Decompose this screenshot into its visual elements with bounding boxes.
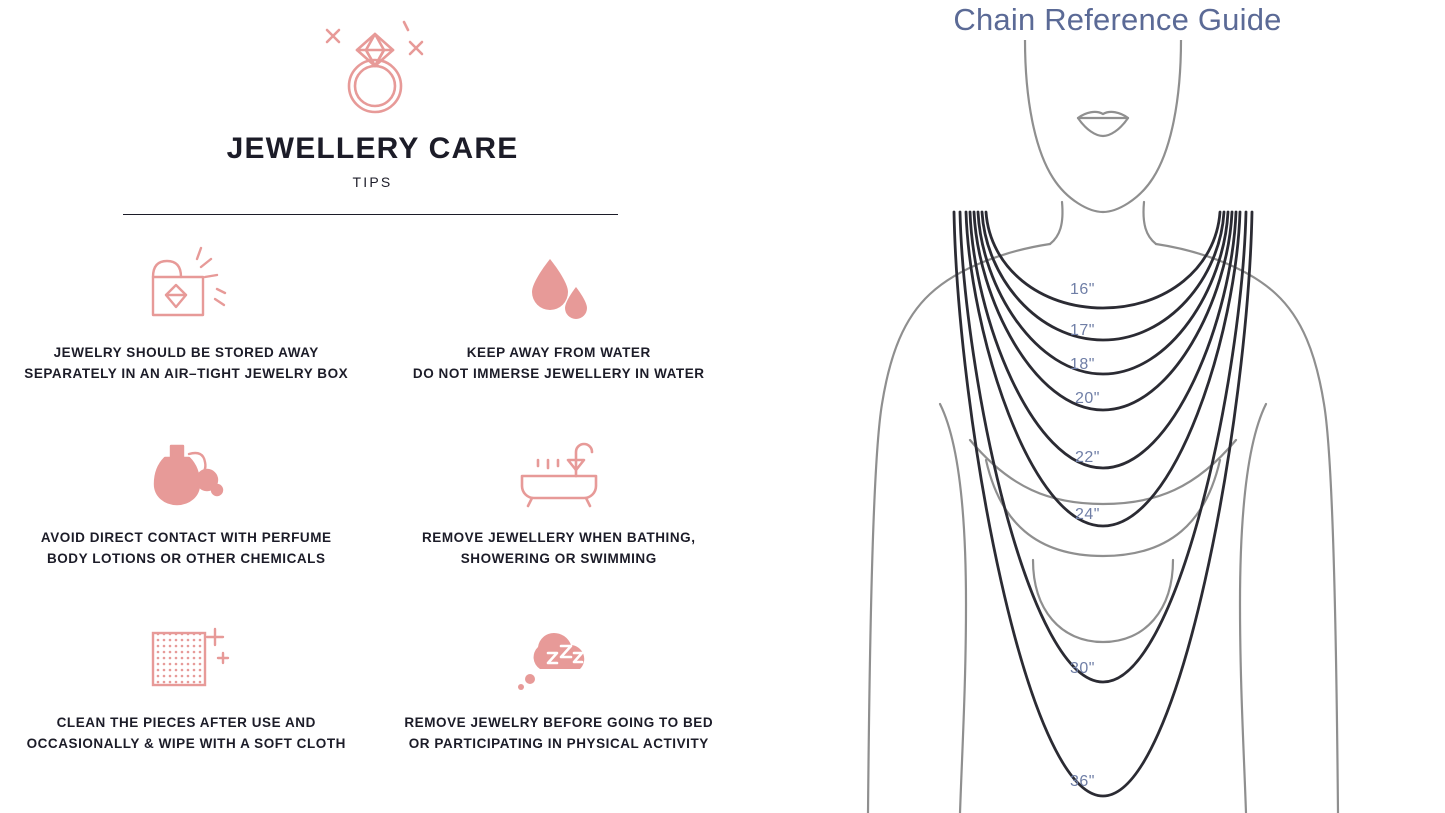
chain-length-label: 30" [1070, 660, 1095, 677]
tip-line-1: JEWELRY SHOULD BE STORED AWAY [53, 345, 319, 360]
tip-item [373, 612, 746, 797]
chain-length-label: 24" [1075, 506, 1100, 523]
bathtub-shower-icon [504, 427, 614, 519]
chain-length-label: 20" [1075, 390, 1100, 407]
chain-length-label: 18" [1070, 356, 1095, 373]
tip-line-1: AVOID DIRECT CONTACT WITH PERFUME [40, 530, 332, 545]
water-drops-icon [504, 242, 614, 334]
tip-text [41, 527, 332, 569]
diamond-ring-icon [305, 10, 445, 120]
chain-length-label: 22" [1075, 449, 1100, 466]
tip-item [0, 612, 373, 797]
tip-line-1: KEEP AWAY FROM WATER [466, 345, 651, 360]
sleep-zzz-icon [504, 612, 614, 704]
tip-line-2: OR PARTICIPATING IN PHYSICAL ACTIVITY [408, 736, 709, 751]
polishing-cloth-icon [131, 612, 241, 704]
female-bust-outline [790, 40, 1445, 813]
tip-item [373, 427, 746, 612]
page-title: JEWELLERY CARE [226, 132, 519, 165]
title-divider [123, 214, 618, 215]
tip-text [24, 342, 348, 384]
tip-text [27, 712, 346, 754]
tip-line-1: REMOVE JEWELRY BEFORE GOING TO BED [404, 715, 714, 730]
tips-grid [0, 242, 745, 797]
chain-length-label: 36" [1070, 773, 1095, 790]
page-subtitle: TIPS [352, 174, 393, 190]
tip-line-2: OCCASIONALLY & WIPE WITH A SOFT CLOTH [26, 736, 346, 751]
jewelry-box-icon [131, 242, 241, 334]
tip-line-2: BODY LOTIONS OR OTHER CHEMICALS [46, 551, 326, 566]
tip-item [0, 427, 373, 612]
chain-length-label: 16" [1070, 281, 1095, 298]
chain-length-label: 17" [1070, 322, 1095, 339]
tip-item [0, 242, 373, 427]
chain-reference-panel [790, 0, 1445, 813]
tip-line-2: SEPARATELY IN AN AIR–TIGHT JEWELRY BOX [24, 366, 349, 381]
tip-line-1: REMOVE JEWELLERY WHEN BATHING, [421, 530, 696, 545]
tip-text [404, 712, 713, 754]
perfume-bottle-icon [131, 427, 241, 519]
tip-line-2: SHOWERING OR SWIMMING [460, 551, 657, 566]
tip-item [373, 242, 746, 427]
tip-text [413, 342, 705, 384]
tip-text [422, 527, 696, 569]
tip-line-2: DO NOT IMMERSE JEWELLERY IN WATER [412, 366, 705, 381]
tip-line-1: CLEAN THE PIECES AFTER USE AND [56, 715, 316, 730]
chain-guide-title: Chain Reference Guide [953, 2, 1282, 37]
